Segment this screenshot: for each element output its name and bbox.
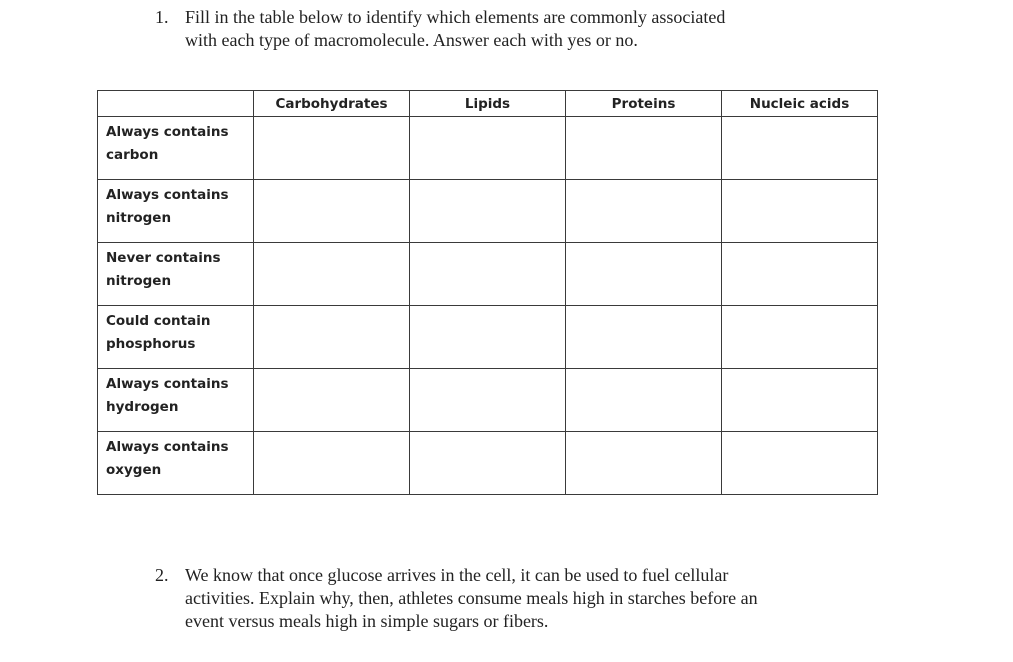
answer-cell-never-nitrogen-lipids[interactable] <box>410 243 566 306</box>
column-header-nucleic-acids: Nucleic acids <box>722 91 878 117</box>
row-label-line-2: oxygen <box>106 462 162 478</box>
row-label-always-nitrogen <box>98 180 254 243</box>
table-row <box>98 369 878 432</box>
answer-cell-hydrogen-carbohydrates[interactable] <box>254 369 410 432</box>
answer-cell-phosphorus-nucleic-acids[interactable] <box>722 306 878 369</box>
table-row <box>98 243 878 306</box>
table-row <box>98 117 878 180</box>
answer-cell-oxygen-nucleic-acids[interactable] <box>722 432 878 495</box>
row-label-line-2: nitrogen <box>106 273 172 289</box>
answer-cell-oxygen-carbohydrates[interactable] <box>254 432 410 495</box>
question-2 <box>155 564 875 636</box>
row-label-never-nitrogen <box>98 243 254 306</box>
row-label-line-1: Always contains <box>106 124 229 140</box>
row-label-always-oxygen <box>98 432 254 495</box>
answer-cell-carbon-lipids[interactable] <box>410 117 566 180</box>
row-label-line-2: phosphorus <box>106 336 196 352</box>
question-1-number: 1. <box>155 7 169 27</box>
answer-cell-hydrogen-lipids[interactable] <box>410 369 566 432</box>
answer-cell-never-nitrogen-proteins[interactable] <box>566 243 722 306</box>
answer-cell-phosphorus-lipids[interactable] <box>410 306 566 369</box>
question-1-line-1: Fill in the table below to identify which elements are commonly associated <box>185 7 726 27</box>
answer-cell-phosphorus-proteins[interactable] <box>566 306 722 369</box>
row-label-could-phosphorus <box>98 306 254 369</box>
row-label-line-1: Always contains <box>106 439 229 455</box>
row-label-line-1: Could contain <box>106 313 211 329</box>
answer-cell-carbon-carbohydrates[interactable] <box>254 117 410 180</box>
answer-cell-never-nitrogen-carbohydrates[interactable] <box>254 243 410 306</box>
table-row <box>98 432 878 495</box>
answer-cell-hydrogen-proteins[interactable] <box>566 369 722 432</box>
answer-cell-carbon-proteins[interactable] <box>566 117 722 180</box>
column-header-lipids: Lipids <box>410 91 566 117</box>
question-2-text <box>185 564 758 633</box>
question-1-text <box>185 6 725 52</box>
row-label-line-2: nitrogen <box>106 210 172 226</box>
row-label-line-1: Never contains <box>106 250 221 266</box>
question-2-line-3: event versus meals high in simple sugars or fibers. <box>185 611 549 631</box>
row-label-always-hydrogen <box>98 369 254 432</box>
row-label-line-2: carbon <box>106 147 159 163</box>
table-row <box>98 180 878 243</box>
macromolecule-table <box>97 90 878 495</box>
answer-cell-always-nitrogen-nucleic-acids[interactable] <box>722 180 878 243</box>
row-label-line-1: Always contains <box>106 187 229 203</box>
answer-cell-phosphorus-carbohydrates[interactable] <box>254 306 410 369</box>
row-label-always-carbon <box>98 117 254 180</box>
answer-cell-oxygen-lipids[interactable] <box>410 432 566 495</box>
question-2-line-2: activities. Explain why, then, athletes consume meals high in starches before an <box>185 588 758 608</box>
row-label-line-2: hydrogen <box>106 399 179 415</box>
answer-cell-always-nitrogen-lipids[interactable] <box>410 180 566 243</box>
table-header-row <box>98 91 878 117</box>
row-label-line-1: Always contains <box>106 376 229 392</box>
question-2-number: 2. <box>155 565 169 585</box>
answer-cell-never-nitrogen-nucleic-acids[interactable] <box>722 243 878 306</box>
table-row <box>98 306 878 369</box>
question-2-line-1: We know that once glucose arrives in the cell, it can be used to fuel cellular <box>185 565 729 585</box>
question-1-line-2: with each type of macromolecule. Answer each with yes or no. <box>185 30 638 50</box>
answer-cell-always-nitrogen-proteins[interactable] <box>566 180 722 243</box>
answer-cell-oxygen-proteins[interactable] <box>566 432 722 495</box>
column-header-carbohydrates: Carbohydrates <box>254 91 410 117</box>
column-header-proteins: Proteins <box>566 91 722 117</box>
answer-cell-hydrogen-nucleic-acids[interactable] <box>722 369 878 432</box>
answer-cell-carbon-nucleic-acids[interactable] <box>722 117 878 180</box>
table-corner-cell <box>98 91 254 117</box>
answer-cell-always-nitrogen-carbohydrates[interactable] <box>254 180 410 243</box>
question-1 <box>155 6 855 56</box>
